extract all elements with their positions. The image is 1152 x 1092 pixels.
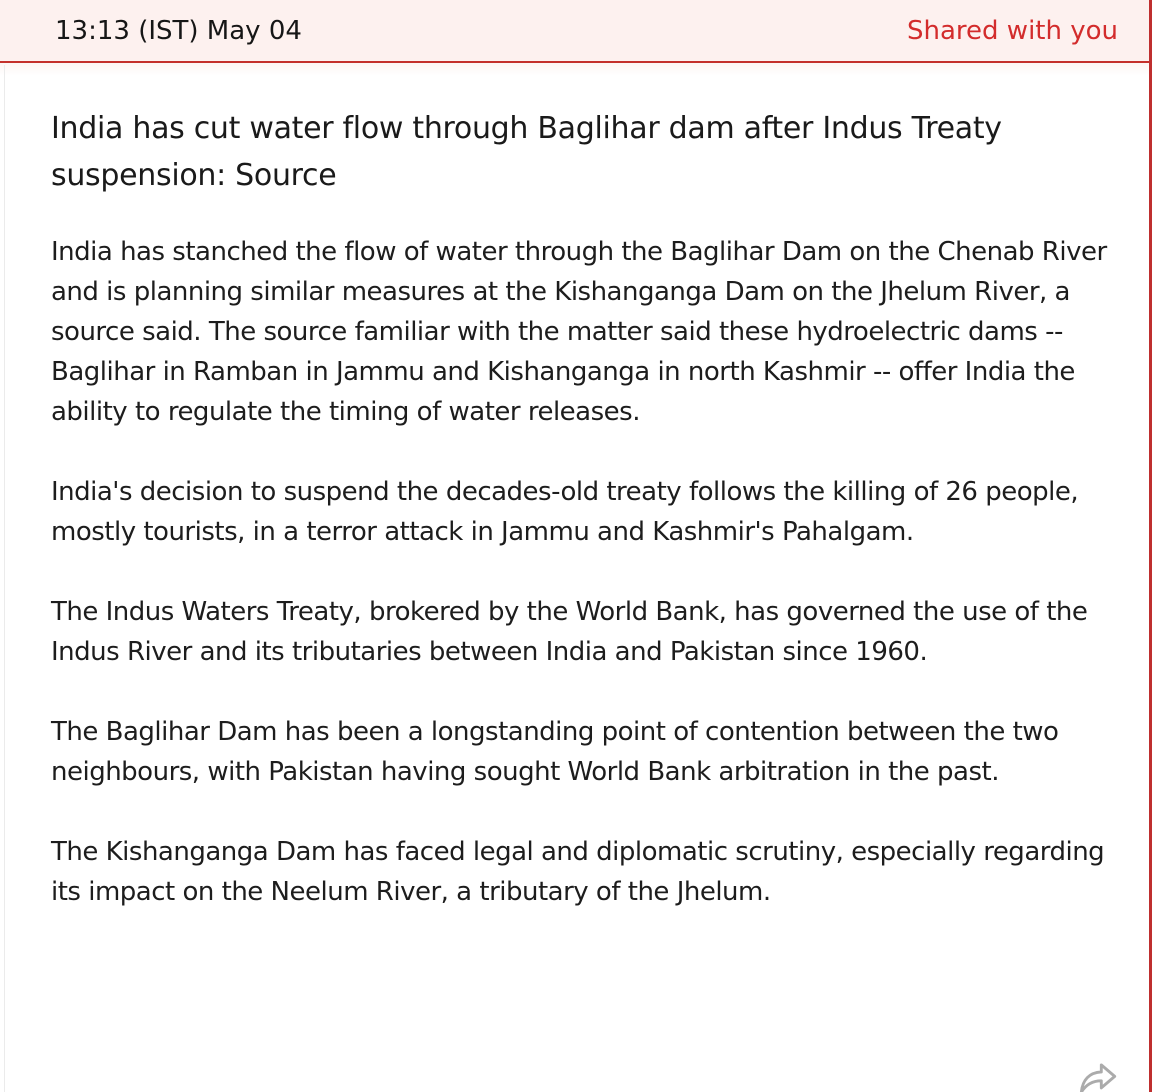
entry-headline: India has cut water flow through Baglihar dam after Indus Treaty suspension: Source (51, 111, 1002, 193)
shared-with-you-badge[interactable]: Shared with you (907, 15, 1118, 46)
entry-paragraph: India's decision to suspend the decades-old treaty follows the killing of 26 people, mostly tourists, in a terror attack in Jammu and Kashmir's Pahalgam. (51, 477, 1079, 547)
share-button[interactable] (1076, 1058, 1122, 1092)
entry-paragraph: The Baglihar Dam has been a longstanding point of contention between the two neighbours, with Pakistan having sought World Bank arbitration in the past. (51, 717, 1059, 787)
liveblog-entry-body (0, 76, 1152, 912)
entry-timestamp: 13:13 (IST) May 04 (55, 15, 302, 46)
header-fade-strip (0, 63, 1152, 76)
entry-paragraph: India has stanched the flow of water through the Baglihar Dam on the Chenab River and is planning similar measures at the Kishanganga Dam on the Jhelum River, a source said. The source familiar with the matter said these hydroelectric dams -- Baglihar in Ramban in Jammu and Kishanganga in north Kashmir -- offer India the ability to regulate the timing of water releases. (51, 237, 1107, 427)
share-forward-arrow-icon (1076, 1058, 1122, 1092)
entry-paragraph: The Kishanganga Dam has faced legal and diplomatic scrutiny, especially regarding its impact on the Neelum River, a tributary of the Jhelum. (51, 837, 1105, 907)
entry-paragraph: The Indus Waters Treaty, brokered by the World Bank, has governed the use of the Indus River and its tributaries between India and Pakistan since 1960. (51, 597, 1088, 667)
left-edge-divider (4, 65, 5, 1092)
liveblog-entry-header (0, 0, 1152, 63)
